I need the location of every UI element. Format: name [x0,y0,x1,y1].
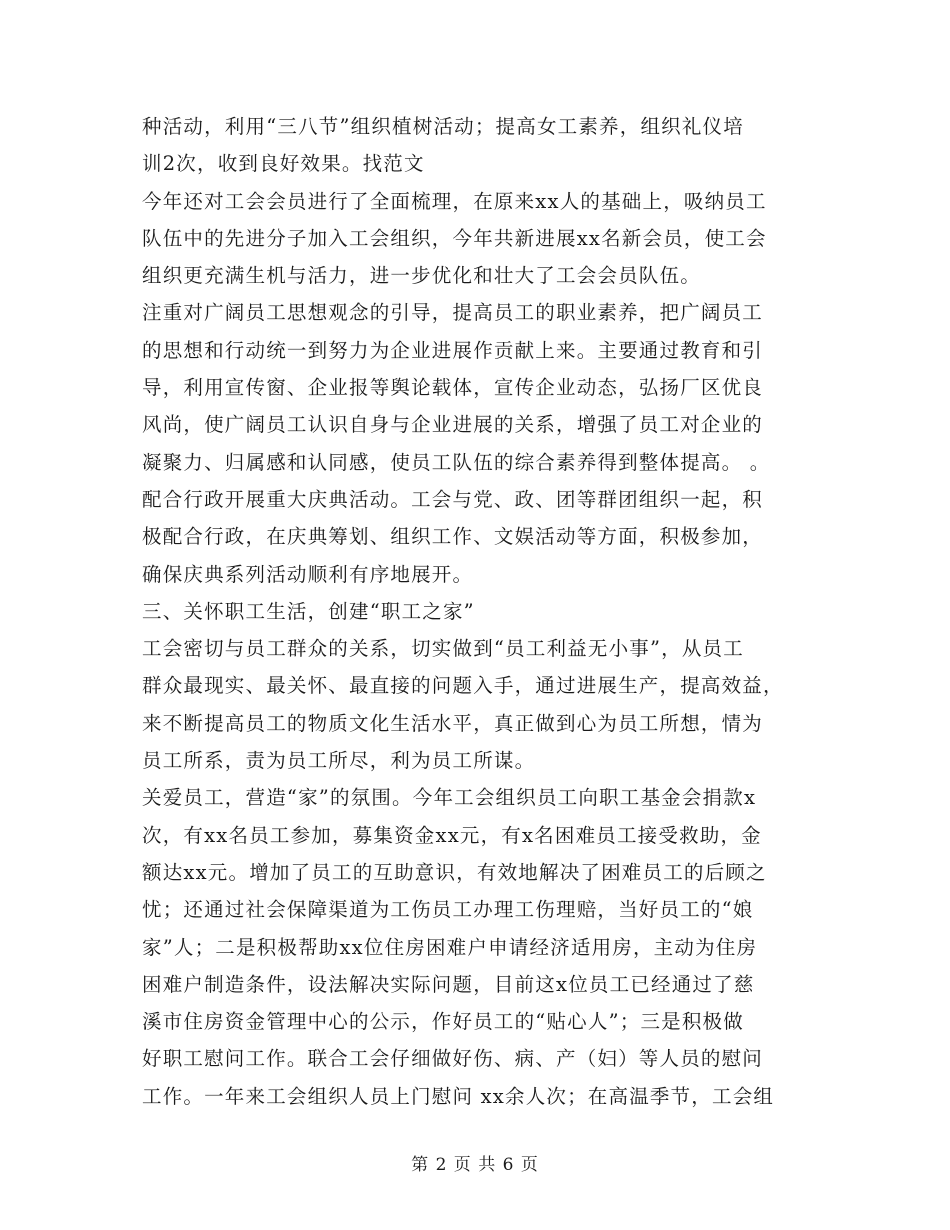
text-line: 凝聚力、归属感和认同感，使员工队伍的综合素养得到整体提高。 。 [142,450,771,474]
text-line: 确保庆典系列活动顺利有序地展开。 [142,562,474,586]
text-line: 导，利用宣传窗、企业报等舆论载体，宣传企业动态，弘扬厂区优良 [142,376,764,400]
text-line: 种活动，利用“三八节”组织植树活动；提高女工素养，组织礼仪培 [142,115,744,138]
text-line: 溪市住房资金管理中心的公示，作好员工的“贴心人”；三是积极做 [142,1010,744,1034]
page-number-footer: 第 2 页 共 6 页 [411,1155,539,1175]
text-line: 来不断提高员工的物质文化生活水平，真正做到心为员工所想，情为 [142,711,764,735]
text-line: 队伍中的先进分子加入工会组织，今年共新进展xx名新会员，使工会 [142,226,767,250]
text-line: 关爱员工，营造“家”的氛围。今年工会组织员工向职工基金会捐款x [142,786,757,810]
text-line: 组织更充满生机与活力，进一步优化和壮大了工会会员队伍。 [142,264,701,288]
text-line: 困难户制造条件，设法解决实际问题，目前这x位员工已经通过了慈 [142,972,755,996]
text-line: 次，有xx名员工参加，募集资金xx元，有x名困难员工接受救助，金 [142,823,762,847]
text-line: 训2次，收到良好效果。找范文 [142,152,425,176]
text-line: 家”人；二是积极帮助xx位住房困难户申请经济适用房，主动为住房 [142,935,758,959]
text-line: 工作。一年来工会组织人员上门慰问 xx余人次；在高温季节，工会组 [142,1084,775,1108]
text-line: 忧；还通过社会保障渠道为工伤员工办理工伤理赔，当好员工的“娘 [142,898,754,922]
text-line: 群众最现实、最关怀、最直接的问题入手，通过进展生产，提高效益， [142,674,784,698]
text-line: 好职工慰问工作。联合工会仔细做好伤、病、产（妇）等人员的慰问 [142,1047,764,1071]
text-line: 工会密切与员工群众的关系，切实做到“员工利益无小事”，从员工 [142,637,744,661]
text-line: 今年还对工会会员进行了全面梳理，在原来xx人的基础上，吸纳员工 [142,189,767,213]
text-line: 风尚，使广阔员工认识自身与企业进展的关系，增强了员工对企业的 [142,413,764,437]
text-line: 的思想和行动统一到努力为企业进展作贡献上来。主要通过教育和引 [142,338,764,362]
text-line: 配合行政开展重大庆典活动。工会与党、政、团等群团组织一起，积 [142,487,764,511]
text-line: 三、关怀职工生活，创建“职工之家” [142,599,475,623]
body-text [142,108,822,1115]
text-line: 注重对广阔员工思想观念的引导，提高员工的职业素养，把广阔员工 [142,301,764,325]
text-line: 极配合行政，在庆典筹划、组织工作、文娱活动等方面，积极参加， [142,525,764,549]
text-line: 额达xx元。增加了员工的互助意识，有效地解决了困难员工的后顾之 [142,860,767,884]
text-line: 员工所系，责为员工所尽，利为员工所谋。 [142,749,536,773]
